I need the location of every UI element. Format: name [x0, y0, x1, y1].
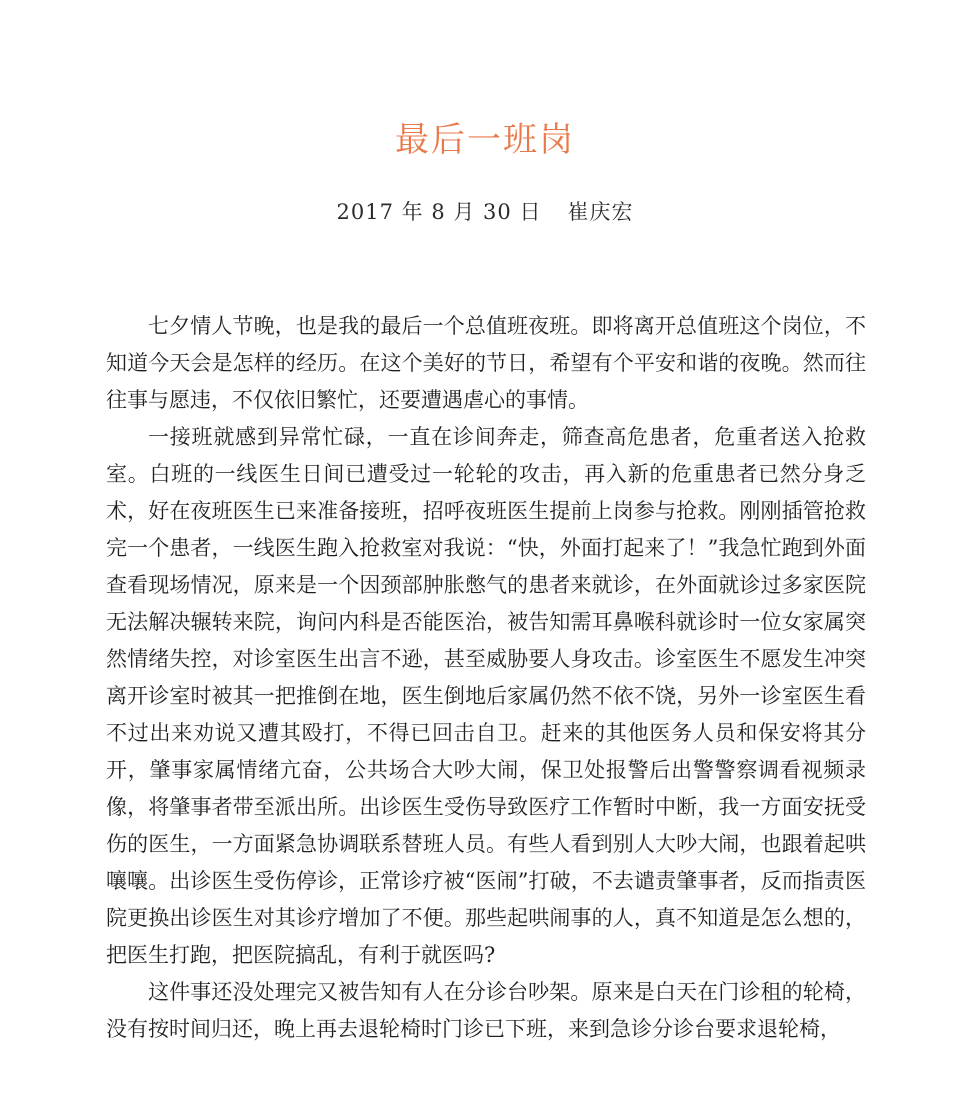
article-title: 最后一班岗	[395, 120, 575, 160]
paragraph: 七夕情人节晚，也是我的最后一个总值班夜班。即将离开总值班这个岗位，不知道今天会是怎样的经历。在这个美好的节日，希望有个平安和谐的夜晚。然而往往事与愿违，不仅依旧繁忙，还要遭遇虐心的事情。	[106, 314, 866, 412]
paragraph: 这件事还没处理完又被告知有人在分诊台吵架。原来是白天在门诊租的轮椅，没有按时间归还，晚上再去退轮椅时门诊已下班，来到急诊分诊台要求退轮椅，	[106, 980, 866, 1041]
article-date: 2017 年 8 月 30 日	[336, 200, 542, 224]
article-body	[106, 308, 866, 1048]
paragraph: 一接班就感到异常忙碌，一直在诊间奔走，筛查高危患者，危重者送入抢救室。白班的一线医生日间已遭受过一轮轮的攻击，再入新的危重患者已然分身乏术，好在夜班医生已来准备接班，招呼夜班医生提前上岗参与抢救。刚刚插管抢救完一个患者，一线医生跑入抢救室对我说：“快，外面打起来了！”我急忙跑到外面查看现场情况，原来是一个因颈部肿胀憋气的患者来就诊，在外面就诊过多家医院无法解决辗转来院，询问内科是否能医治，被告知需耳鼻喉科就诊时一位女家属突然情绪失控，对诊室医生出言不逊，甚至威胁要人身攻击。诊室医生不愿发生冲突离开诊室时被其一把推倒在地，医生倒地后家属仍然不依不饶，另外一诊室医生看不过出来劝说又遭其殴打，不得已回击自卫。赶来的其他医务人员和保安将其分开，肇事家属情绪亢奋，公共场合大吵大闹，保卫处报警后出警警察调看视频录像，将肇事者带至派出所。出诊医生受伤导致医疗工作暂时中断，我一方面安抚受伤的医生，一方面紧急协调联系替班人员。有些人看到别人大吵大闹，也跟着起哄嚷嚷。出诊医生受伤停诊，正常诊疗被“医闹”打破，不去谴责肇事者，反而指责医院更换出诊医生对其诊疗增加了不便。那些起哄闹事的人，真不知道是怎么想的，把医生打跑，把医院搞乱，有利于就医吗?	[106, 425, 866, 967]
article-author: 崔庆宏	[567, 200, 634, 224]
article-byline	[0, 196, 970, 226]
